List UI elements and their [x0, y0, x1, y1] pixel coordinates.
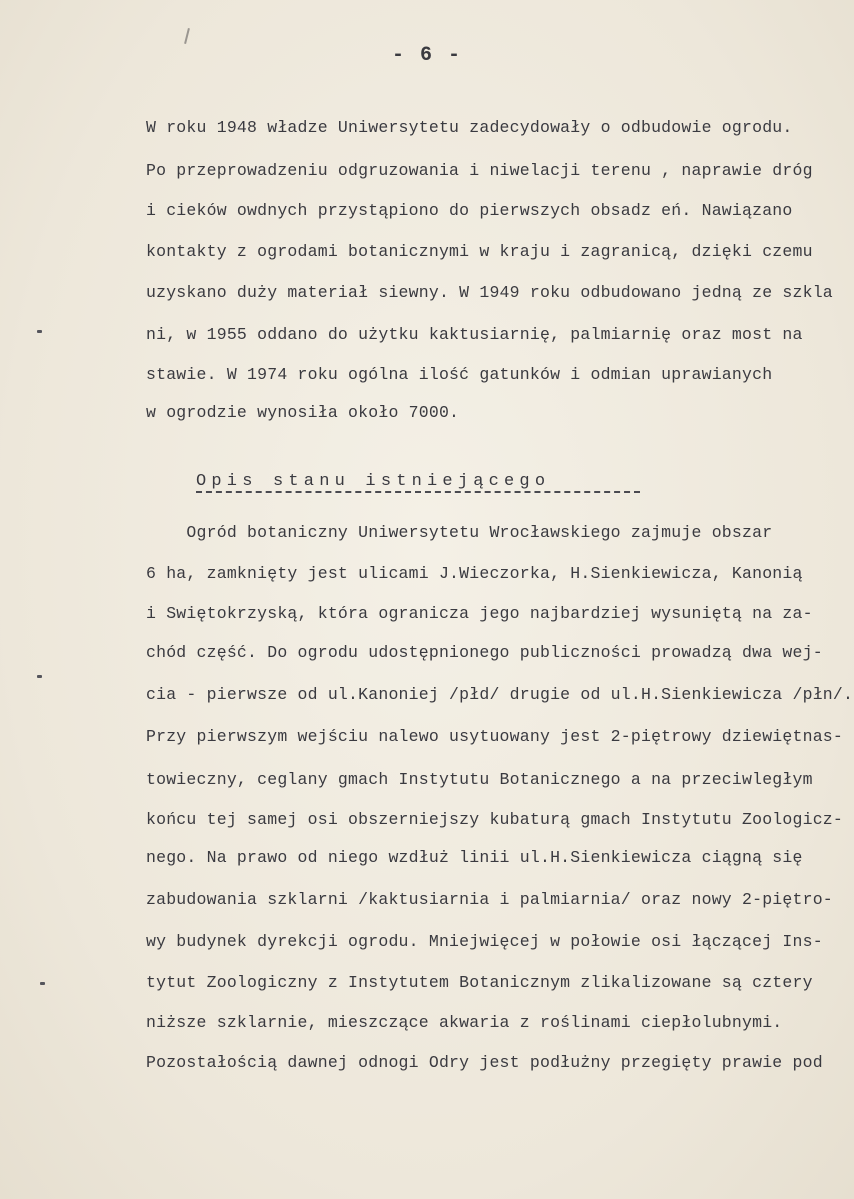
text-line: Ogród botaniczny Uniwersytetu Wrocławskiego zajmuje obszar — [146, 523, 773, 542]
text-line: tytut Zoologiczny z Instytutem Botanicznym zlikalizowane są cztery — [146, 973, 813, 992]
text-line: W roku 1948 władze Uniwersytetu zadecydowały o odbudowie ogrodu. — [146, 118, 793, 137]
text-line: towieczny, ceglany gmach Instytutu Botanicznego a na przeciwległym — [146, 770, 813, 789]
text-line: ni, w 1955 oddano do użytku kaktusiarnię, palmiarnię oraz most na — [146, 325, 803, 344]
text-line: stawie. W 1974 roku ogólna ilość gatunków i odmian uprawianych — [146, 365, 773, 384]
section-heading: Opis stanu istniejącego — [196, 472, 551, 491]
text-line: cia - pierwsze od ul.Kanoniej /płd/ drugie od ul.H.Sienkiewicza /płn/. — [146, 685, 854, 704]
pencil-mark — [184, 28, 190, 44]
text-line: w ogrodzie wynosiła około 7000. — [146, 403, 460, 422]
text-line: zabudowania szklarni /kaktusiarnia i palmiarnia/ oraz nowy 2-piętro- — [146, 890, 833, 909]
margin-mark — [37, 675, 42, 678]
margin-mark — [40, 982, 45, 985]
text-line: i cieków owdnych przystąpiono do pierwszych obsadz eń. Nawiązano — [146, 201, 793, 220]
text-line: uzyskano duży materiał siewny. W 1949 roku odbudowano jedną ze szkla — [146, 283, 833, 302]
text-line: wy budynek dyrekcji ogrodu. Mniejwięcej w połowie osi łączącej Ins- — [146, 932, 823, 951]
text-line: Po przeprowadzeniu odgruzowania i niwelacji terenu , naprawie dróg — [146, 161, 813, 180]
text-line: kontakty z ogrodami botanicznymi w kraju i zagranicą, dzięki czemu — [146, 242, 813, 261]
heading-underline — [196, 491, 640, 493]
text-line: końcu tej samej osi obszerniejszy kubaturą gmach Instytutu Zoologicz- — [146, 810, 844, 829]
text-line: nego. Na prawo od niego wzdłuż linii ul.H.Sienkiewicza ciągną się — [146, 848, 803, 867]
page-number: - 6 - — [391, 44, 462, 67]
text-line: i Swiętokrzyską, która ogranicza jego najbardziej wysuniętą na za- — [146, 604, 813, 623]
text-line: niższe szklarnie, mieszczące akwaria z roślinami ciepłolubnymi. — [146, 1013, 783, 1032]
text-line: Pozostałością dawnej odnogi Odry jest podłużny przegięty prawie pod — [146, 1053, 823, 1072]
margin-mark — [37, 330, 42, 333]
text-line: 6 ha, zamknięty jest ulicami J.Wieczorka, H.Sienkiewicza, Kanonią — [146, 564, 803, 583]
text-line: Przy pierwszym wejściu nalewo usytuowany jest 2-piętrowy dziewiętnas- — [146, 727, 844, 746]
text-line: chód część. Do ogrodu udostępnionego publiczności prowadzą dwa wej- — [146, 643, 823, 662]
